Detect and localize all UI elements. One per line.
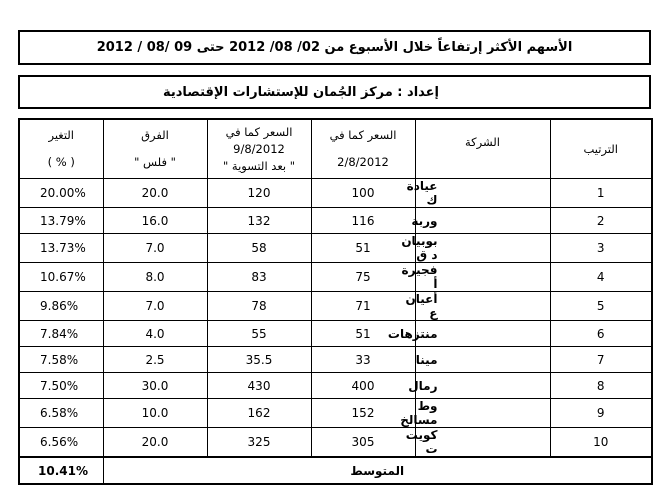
table-row: [19, 347, 652, 373]
price-new-cell: 55: [207, 321, 311, 347]
stocks-table: [18, 118, 653, 485]
price-new-cell: 78: [207, 292, 311, 321]
diff-cell: 20.0: [103, 179, 207, 208]
rank-cell: 3: [550, 234, 652, 263]
diff-cell: 2.5: [103, 347, 207, 373]
company-cell: فجيرة أ: [415, 263, 550, 292]
rank-cell: 4: [550, 263, 652, 292]
price-old-cell: 71: [311, 292, 415, 321]
price-new-cell: 58: [207, 234, 311, 263]
diff-cell: 7.0: [103, 234, 207, 263]
company-cell: كويت ت: [415, 428, 550, 458]
header-price-old: السعر كما في 2/8/2012: [311, 119, 415, 179]
header-price-new: السعر كما في 9/8/2012 " بعد التسوية ": [207, 119, 311, 179]
average-row: [19, 457, 652, 484]
header-change: التغير ( % ): [19, 119, 103, 179]
price-old-cell: 51: [311, 321, 415, 347]
prepared-by: إعداد : مركز الجُمان للإستشارات الإقتصادية: [162, 84, 439, 100]
change-cell: 7.50%: [19, 373, 103, 399]
report-title-box: [18, 30, 651, 65]
rank-cell: 2: [550, 208, 652, 234]
table-header-row: [19, 119, 652, 179]
header-rank: الترتيب: [550, 119, 652, 179]
diff-cell: 10.0: [103, 399, 207, 428]
table-row: [19, 263, 652, 292]
diff-cell: 16.0: [103, 208, 207, 234]
price-old-cell: 75: [311, 263, 415, 292]
company-cell: أعيان ع: [415, 292, 550, 321]
rank-cell: 7: [550, 347, 652, 373]
change-cell: 10.67%: [19, 263, 103, 292]
table-row: [19, 208, 652, 234]
diff-cell: 20.0: [103, 428, 207, 458]
table-row: [19, 428, 652, 458]
change-cell: 6.56%: [19, 428, 103, 458]
price-new-cell: 325: [207, 428, 311, 458]
price-old-cell: 116: [311, 208, 415, 234]
average-value: 10.41%: [19, 457, 103, 484]
header-diff: الفرق " فلس ": [103, 119, 207, 179]
table-row: [19, 292, 652, 321]
report-title: الأسهم الأكثر إرتفاعاً خلال الأسبوع من 02/ 08/ 2012 حتى 09 /08 / 2012: [96, 40, 573, 55]
company-cell: عيادة ك: [415, 179, 550, 208]
table-row: [19, 234, 652, 263]
company-cell: بوبيان د ق: [415, 234, 550, 263]
table-row: [19, 373, 652, 399]
change-cell: 13.73%: [19, 234, 103, 263]
price-old-cell: 305: [311, 428, 415, 458]
rank-cell: 1: [550, 179, 652, 208]
rank-cell: 9: [550, 399, 652, 428]
rank-cell: 6: [550, 321, 652, 347]
price-new-cell: 35.5: [207, 347, 311, 373]
diff-cell: 4.0: [103, 321, 207, 347]
diff-cell: 7.0: [103, 292, 207, 321]
company-cell: رمال: [415, 373, 550, 399]
table-row: [19, 321, 652, 347]
price-new-cell: 162: [207, 399, 311, 428]
prepared-by-box: [18, 75, 651, 109]
price-new-cell: 83: [207, 263, 311, 292]
diff-cell: 8.0: [103, 263, 207, 292]
average-label: المتوسط: [103, 457, 652, 484]
company-cell: وط مسالخ: [415, 399, 550, 428]
rank-cell: 8: [550, 373, 652, 399]
rank-cell: 5: [550, 292, 652, 321]
price-new-cell: 120: [207, 179, 311, 208]
price-old-cell: 100: [311, 179, 415, 208]
change-cell: 13.79%: [19, 208, 103, 234]
change-cell: 7.58%: [19, 347, 103, 373]
rank-cell: 10: [550, 428, 652, 458]
header-company: الشركة: [415, 119, 550, 179]
price-old-cell: 152: [311, 399, 415, 428]
change-cell: 6.58%: [19, 399, 103, 428]
diff-cell: 30.0: [103, 373, 207, 399]
change-cell: 9.86%: [19, 292, 103, 321]
price-new-cell: 132: [207, 208, 311, 234]
company-cell: منتزهات: [415, 321, 550, 347]
price-old-cell: 33: [311, 347, 415, 373]
price-new-cell: 430: [207, 373, 311, 399]
company-cell: مينا: [415, 347, 550, 373]
company-cell: وربة: [415, 208, 550, 234]
change-cell: 20.00%: [19, 179, 103, 208]
change-cell: 7.84%: [19, 321, 103, 347]
table-row: [19, 399, 652, 428]
price-old-cell: 400: [311, 373, 415, 399]
table-row: [19, 179, 652, 208]
price-old-cell: 51: [311, 234, 415, 263]
